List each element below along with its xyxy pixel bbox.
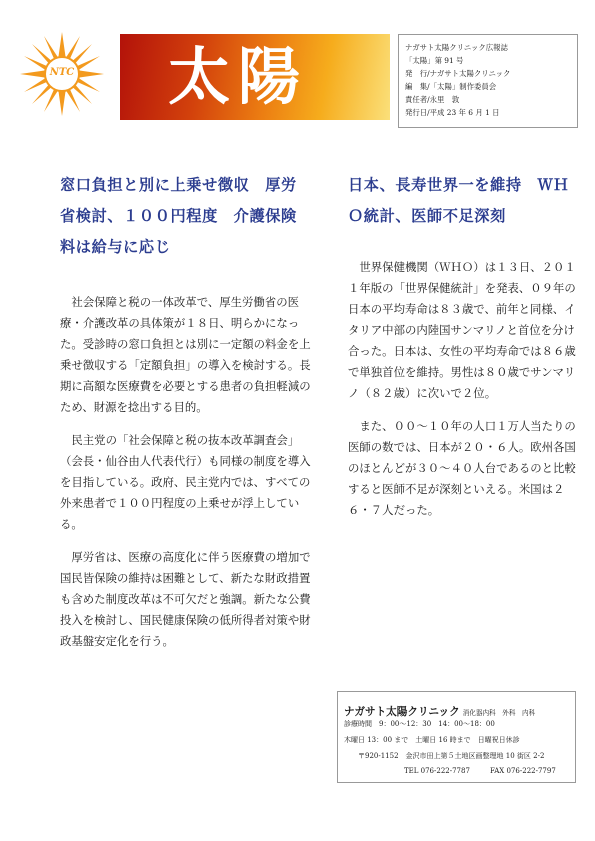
clinic-closed-days: 木曜日 13：00 まで 土曜日 16 時まで 日曜祝日休診 — [344, 736, 520, 744]
article-right-body — [348, 257, 580, 533]
article-left-paragraph: 厚労省は、医療の高度化に伴う医療費の増加で国民皆保険の維持は困難として、新たな財政措置も含めた制度改革は不可欠だと強調。新たな公費投入を検討し、国民健康保険の低所得者対策や財政基盤安定化を行う。 — [60, 550, 311, 648]
clinic-hours: 診療時間 9：00～12：30 14：00～18：00 — [344, 720, 495, 728]
clinic-info-box — [337, 691, 576, 783]
issue-info-box — [398, 34, 578, 128]
logo-text: NTC — [49, 67, 75, 78]
article-right-headline: 日本、長寿世界一を維持 ＷＨＯ統計、医師不足深刻 — [348, 176, 570, 225]
issue-line-date: 発行日/平成 23 年 6 月 1 日 — [405, 108, 500, 117]
issue-line-number: 「太陽」第 91 号 — [405, 56, 464, 65]
title-banner — [120, 34, 390, 120]
clinic-fax: FAX 076-222-7797 — [490, 767, 556, 775]
newsletter-title: 太陽 — [168, 40, 309, 113]
clinic-tel: TEL 076-222-7787 — [404, 767, 470, 775]
article-right-paragraph: 世界保健機関（ＷＨＯ）は１３日、２０１１年版の「世界保健統計」を発表、０９年の日本の平均寿命は８３歳で、前年と同様、イタリア中部の内陸国サンマリノと首位を分け合った。日本は、女性の平均寿命では８６歳で単独首位を維持。男性は８０歳でサンマリノ（８２歳）に次いで２位。 — [348, 260, 576, 400]
issue-line-responsible: 責任者/永里 敦 — [405, 95, 460, 104]
issue-line-editor: 編 集/「太陽」制作委員会 — [405, 82, 497, 91]
clinic-name: ナガサト太陽クリニック — [344, 706, 460, 718]
issue-line-publisher: 発 行/ナガサト太陽クリニック — [405, 69, 511, 78]
clinic-departments: 消化器内科 外科 内科 — [462, 709, 536, 717]
sun-logo-icon — [18, 30, 106, 118]
article-left-body — [60, 292, 312, 664]
article-left-headline: 窓口負担と別に上乗せ徴収 厚労省検討、１００円程度 介護保険料は給与に応じ — [60, 176, 297, 256]
article-left-paragraph: 民主党の「社会保障と税の抜本改革調査会」（会長・仙谷由人代表代行）も同様の制度を導入を目指している。政府、民主党内では、すべての外来患者で１００円程度の上乗せが浮上している。 — [60, 433, 311, 531]
article-right-paragraph: また、００～１０年の人口１万人当たりの医師の数では、日本が２０・６人。欧州各国のほとんどが３０～４０人台であるのと比較すると医師不足が深刻といえる。米国は２６・７人だった。 — [348, 419, 576, 517]
clinic-address: 〒920-1152 金沢市田上第５土地区画整理地 10 街区 2-2 — [358, 752, 545, 760]
issue-line-publication: ナガサト太陽クリニック広報誌 — [405, 43, 508, 52]
article-left-paragraph: 社会保障と税の一体改革で、厚生労働省の医療・介護改革の具体策が１８日、明らかになった。受診時の窓口負担とは別に一定額の料金を上乗せ徴収する「定額負担」の導入を検討する。長期に高額な医療費を必要とする患者の負担軽減のため、財源を捻出する目的。 — [60, 295, 311, 414]
